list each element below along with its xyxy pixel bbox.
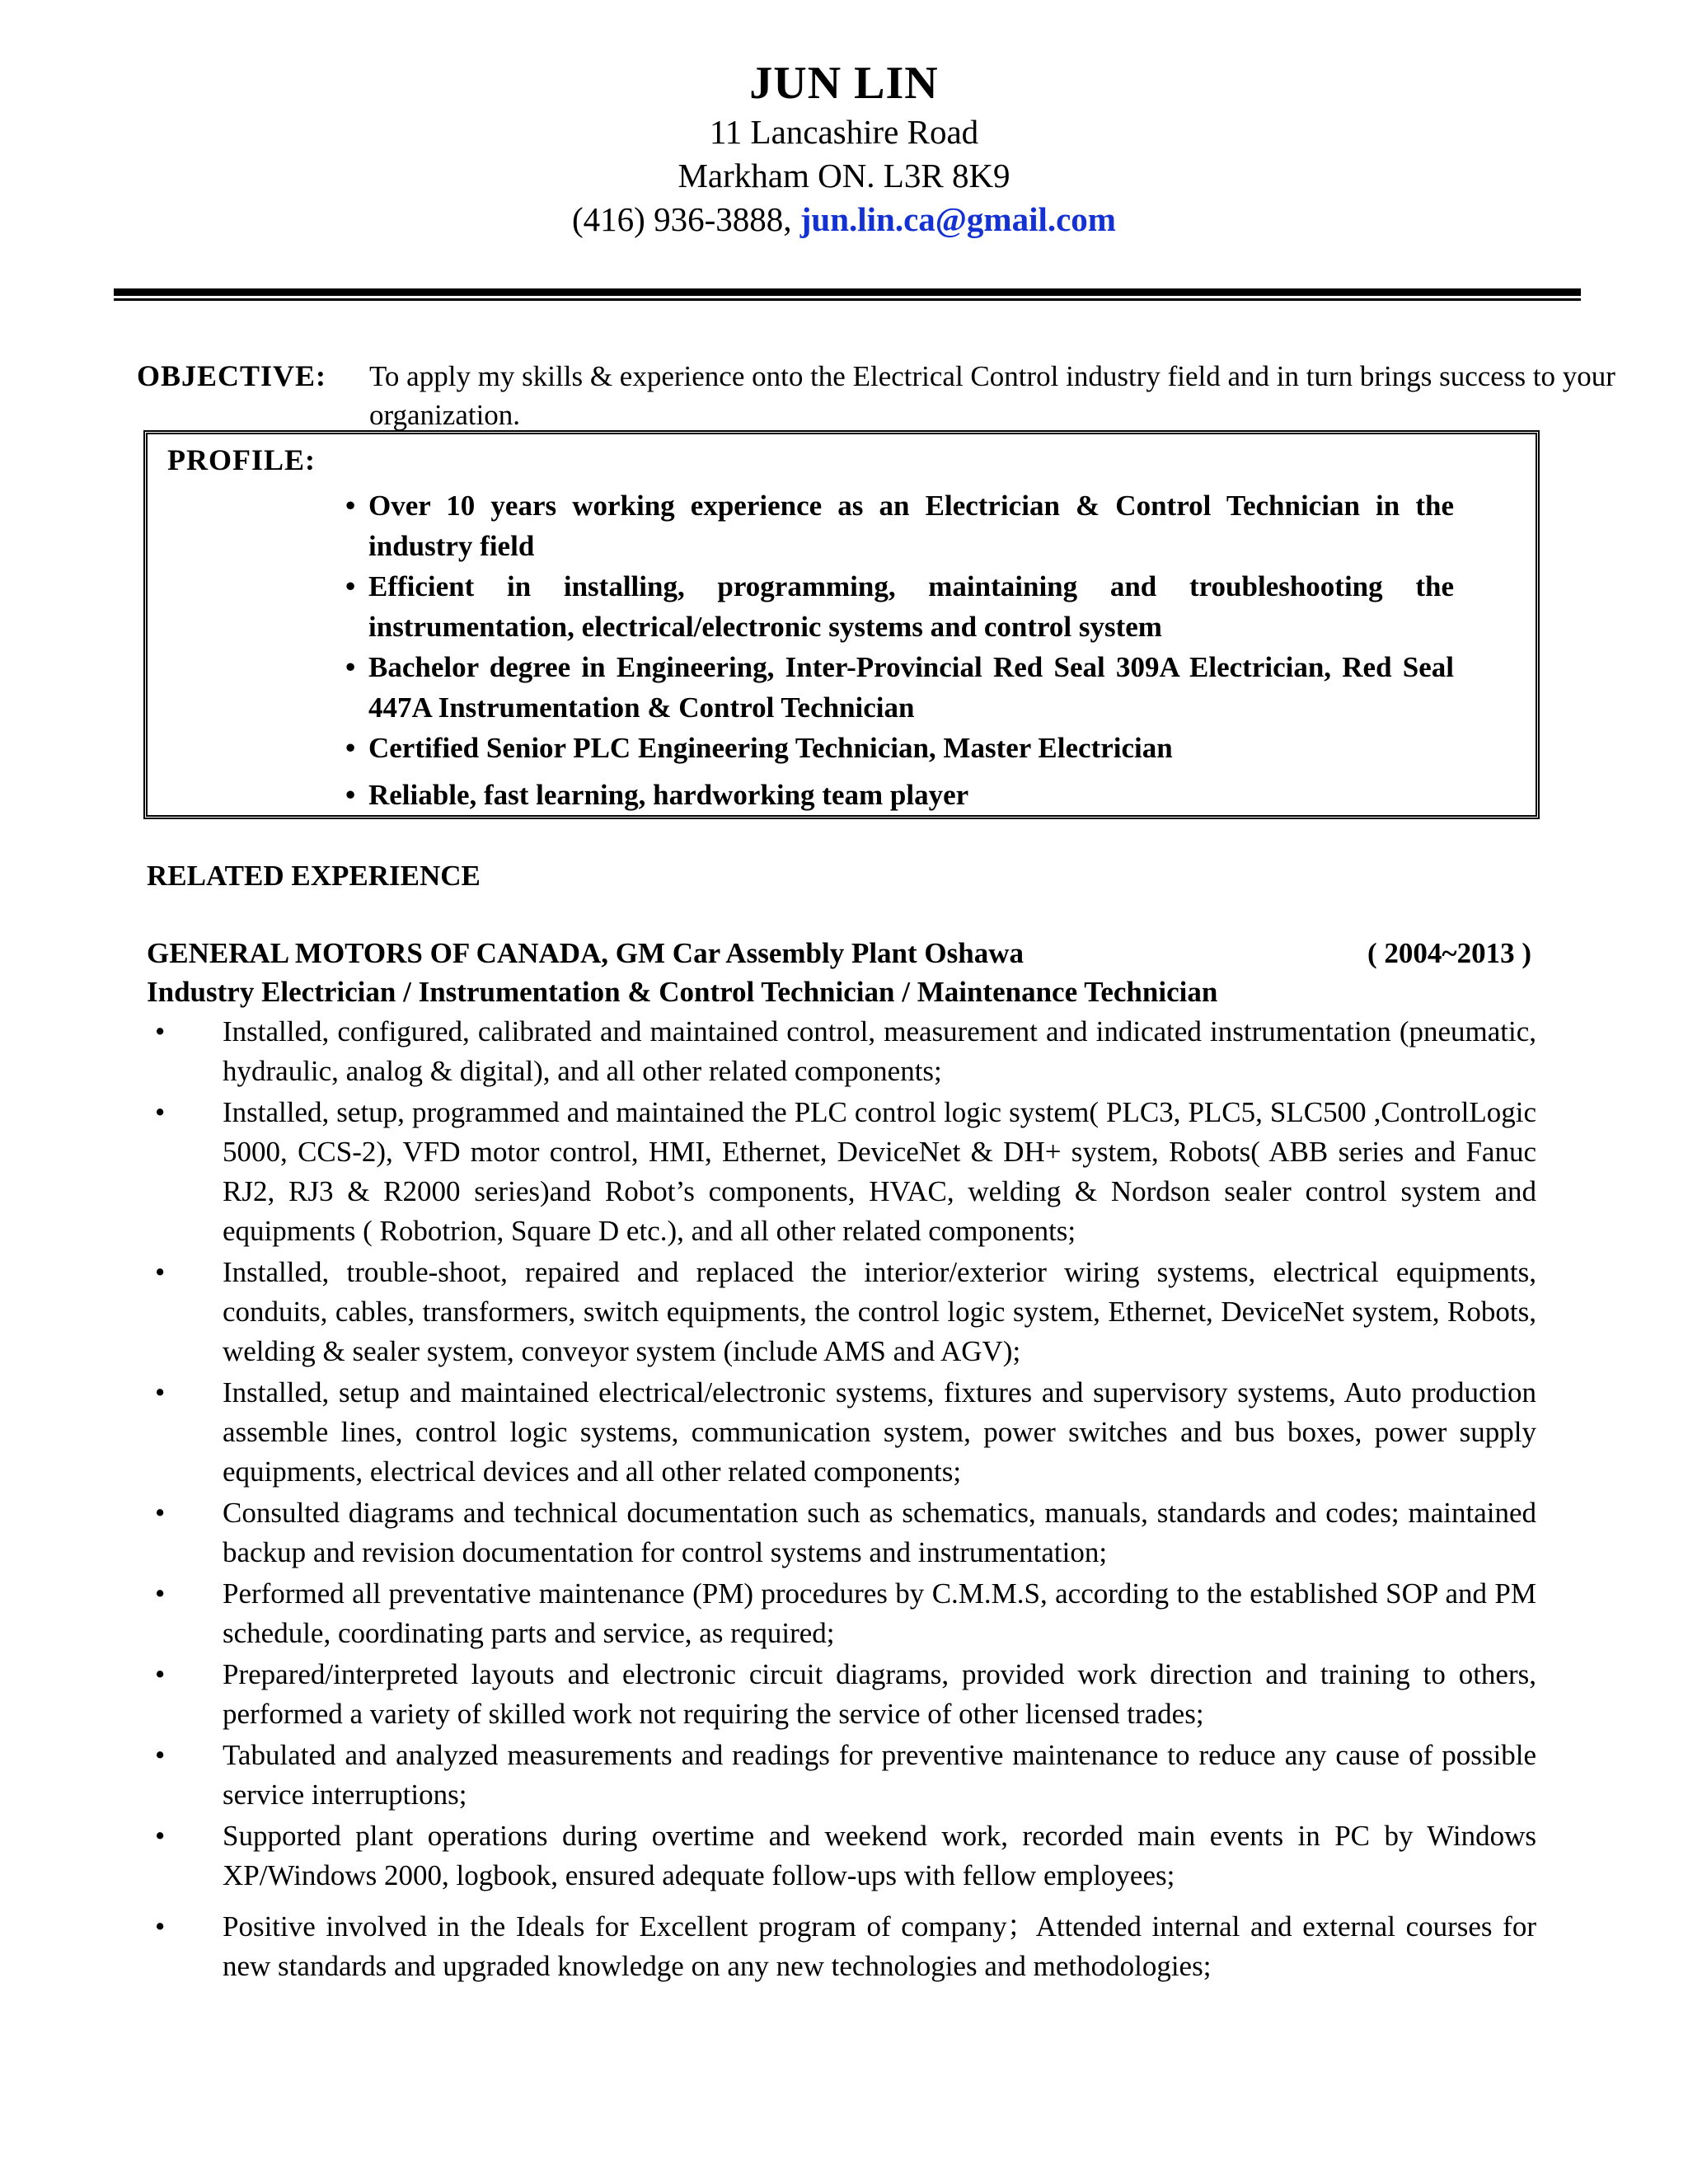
- employer-line: [147, 934, 1531, 972]
- objective-label: OBJECTIVE:: [137, 359, 327, 392]
- profile-item: • Bachelor degree in Engineering, Inter-Provincial Red Seal 309A Electrician, Red Seal 447A Instrumentation & Control Technician: [345, 647, 1454, 728]
- contact-line: [0, 198, 1688, 241]
- header-divider-thin: [114, 298, 1581, 301]
- experience-bullet: • Positive involved in the Ideals for Excellent program of company；Attended internal and external courses for new standards and upgraded knowledge on any new technologies and methodologies;: [147, 1907, 1536, 1986]
- profile-item: • Over 10 years working experience as an Electrician & Control Technician in the industry field: [345, 485, 1454, 566]
- phone-number: (416) 936-3888,: [572, 200, 792, 238]
- experience-bullet: • Consulted diagrams and technical documentation such as schematics, manuals, standards and codes; maintained backup and revision documentation for control systems and instrumentation;: [147, 1493, 1536, 1572]
- employment-dates: ( 2004~2013 ): [1367, 937, 1531, 969]
- experience-bullet: • Performed all preventative maintenance (PM) procedures by C.M.M.S, according to the established SOP and PM schedule, coordinating parts and service, as required;: [147, 1574, 1536, 1653]
- objective-text: To apply my skills & experience onto the Electrical Control industry field and in turn brings success to your organization.: [369, 360, 1615, 431]
- experience-bullet: • Installed, configured, calibrated and maintained control, measurement and indicated instrumentation (pneumatic, hydraulic, analog & digital), and all other related components;: [147, 1012, 1536, 1091]
- experience-bullet: • Prepared/interpreted layouts and electronic circuit diagrams, provided work direction and training to others, performed a variety of skilled work not requiring the service of other licensed trades;: [147, 1655, 1536, 1734]
- experience-bullet: • Installed, setup and maintained electrical/electronic systems, fixtures and supervisory systems, Auto production assemble lines, control logic systems, communication system, power switches and bus boxes, power supply equipments, electrical devices and all other related components;: [147, 1373, 1536, 1492]
- experience-bullet: • Tabulated and analyzed measurements and readings for preventive maintenance to reduce any cause of possible service interruptions;: [147, 1736, 1536, 1815]
- experience-bullet: • Installed, setup, programmed and maintained the PLC control logic system( PLC3, PLC5, SLC500 ,ControlLogic 5000, CCS-2), VFD motor control, HMI, Ethernet, DeviceNet & DH+ system, Robots( ABB series and Fanuc RJ2, RJ3 & R2000 series)and Robot’s components, HVAC, welding & Nordson sealer control system and equipments ( Robotrion, Square D etc.), and all other related components;: [147, 1093, 1536, 1251]
- profile-list: [345, 485, 1454, 815]
- city-postal: Markham ON. L3R 8K9: [678, 157, 1010, 194]
- employer-name: GENERAL MOTORS OF CANADA, GM Car Assembly Plant Oshawa: [147, 937, 1025, 969]
- experience-bullet: • Installed, trouble-shoot, repaired and replaced the interior/exterior wiring systems, electrical equipments, conduits, cables, transformers, switch equipments, the control logic system, Ethernet, DeviceNet system, Robots, welding & sealer system, conveyor system (include AMS and AGV);: [147, 1253, 1536, 1371]
- profile-item: • Reliable, fast learning, hardworking team player: [345, 775, 1454, 815]
- resume-header: [0, 56, 1688, 241]
- profile-item: • Certified Senior PLC Engineering Technician, Master Electrician: [345, 728, 1454, 768]
- experience-bullet: • Supported plant operations during overtime and weekend work, recorded main events in PC by Windows XP/Windows 2000, logbook, ensured adequate follow-ups with fellow employees;: [147, 1816, 1536, 1896]
- experience-bullet-list: [147, 1012, 1536, 1988]
- applicant-name: JUN LIN: [749, 58, 939, 109]
- header-divider-thick: [114, 288, 1581, 296]
- profile-item: • Efficient in installing, programming, maintaining and troubleshooting the instrumentation, electrical/electronic systems and control system: [345, 566, 1454, 647]
- profile-label: PROFILE:: [167, 443, 316, 476]
- section-title-related-experience: RELATED EXPERIENCE: [147, 860, 481, 892]
- email-link[interactable]: jun.lin.ca@gmail.com: [799, 200, 1116, 238]
- job-title: Industry Electrician / Instrumentation & Control Technician / Maintenance Technician: [147, 976, 1218, 1008]
- profile-box: [143, 430, 1540, 819]
- street-address: 11 Lancashire Road: [709, 113, 979, 151]
